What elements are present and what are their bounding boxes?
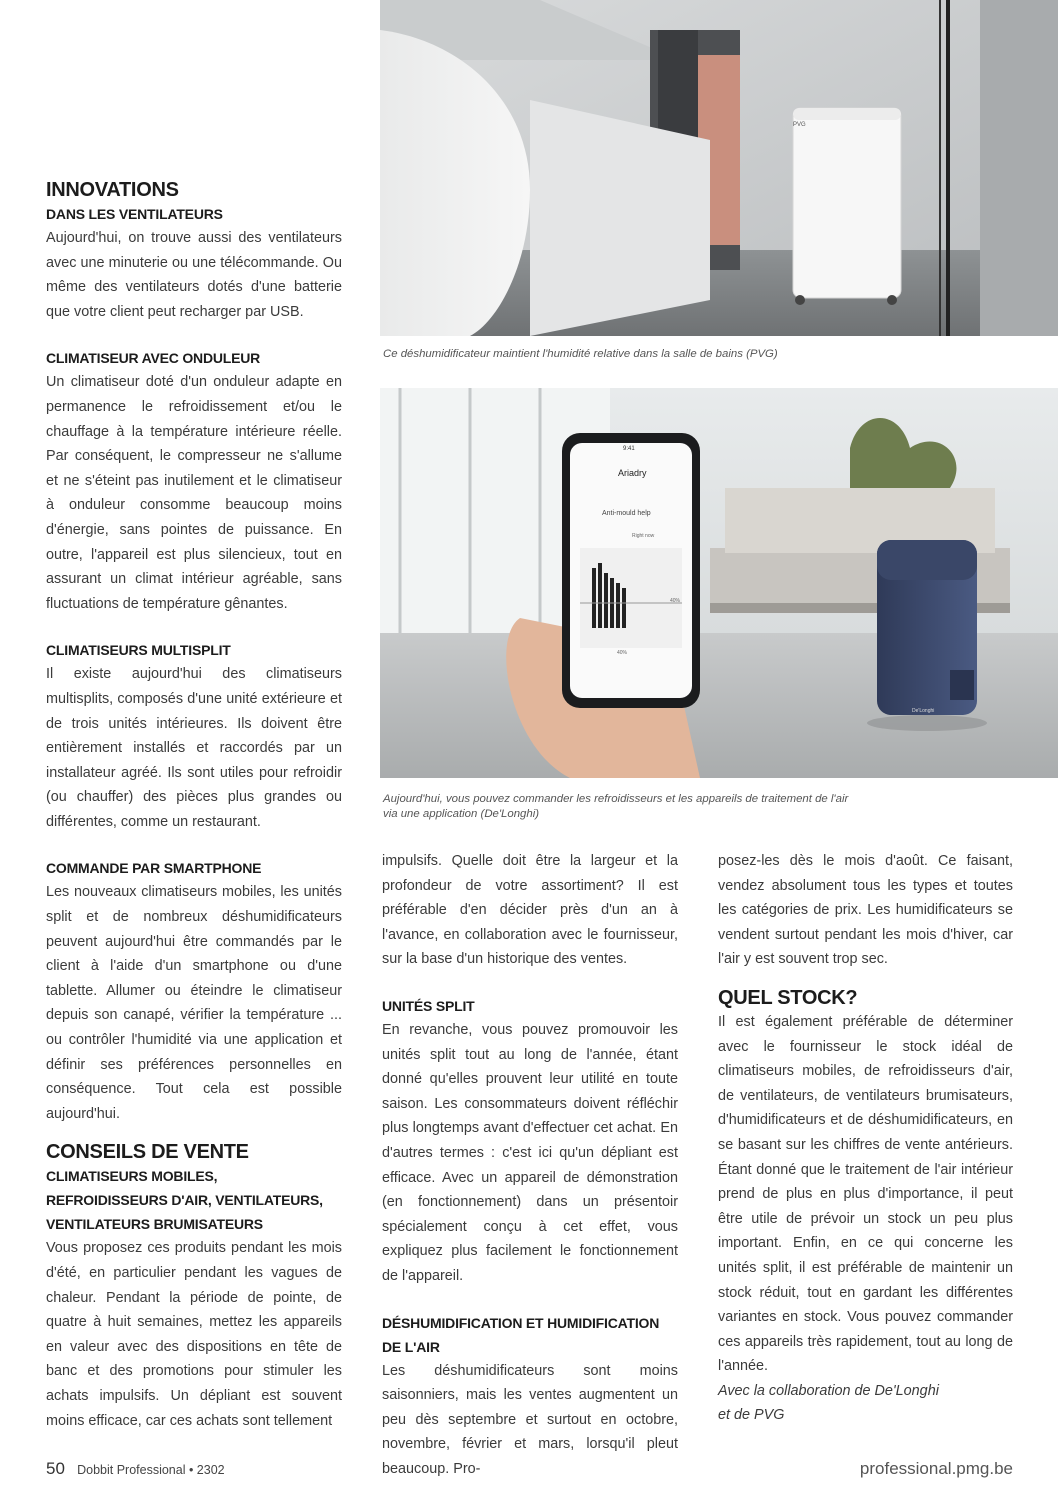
phone-status: 9:41 [623,446,635,452]
split-text: En revanche, vous pouvez promouvoir les unités split tout au long de l'année, étant donné qu'elles prouvent leur utilité en toute saison. Les consommateurs doivent réfléchir plus longtemps avant d'effectuer cet achat. En d'autres termes : c'est ici qu'un dépliant est efficace. Avec un appareil de démonstration (en fonctionnement) dans un présentoir spécialement conçu à cet effet, vous expliquez plus facilement le fonctionnement de l'appareil. [382,1021,678,1284]
phone-pct-1: 40% [670,598,681,604]
multisplit-text: Il existe aujourd'hui des climatiseurs multisplits, composés d'une unité extérieure et de trois unités intérieures. Ils doivent être entièrement installés et raccordés par un installateur agréé. Ils sont utiles pour refroidir (ou chauffer) des pièces plus grandes ou différentes, comme un restaurant. [46,666,342,830]
innovations-title: INNOVATIONS [46,179,179,201]
smartphone-text: Les nouveaux climatiseurs mobiles, les unités split et de nombreux déshumidificateurs peuvent aujourd'hui être commandés par le client à l'aide d'un smartphone ou d'une tablette. Allumer ou éteindre le climatiseur depuis son canapé, vérifier la température ... ou contrôler l'humidité via une application et définir ses préférences personnelles en conséquence. Tout cela est possible aujourd'hui. [46,884,342,1122]
innovations-text: Aujourd'hui, on trouve aussi des ventilateurs avec une minuterie ou une télécommande. Ou même des ventilateurs dotés d'une batterie que votre client peut recharger par USB. [46,230,342,320]
phone-setpoint-label: Right now [632,533,655,539]
magazine-name: Dobbit Professional • 2302 [77,1463,225,1477]
caption-bathroom: Ce déshumidificateur maintient l'humidité relative dans la salle de bains (PVG) [383,348,778,360]
phone-mode-label: Anti-mould help [602,510,651,517]
stock-title: QUEL STOCK? [718,986,858,1009]
bathroom-illustration [380,0,1058,336]
multisplit-title: CLIMATISEURS MULTISPLIT [46,642,231,659]
signature [718,1379,1013,1428]
page-number: 50 [46,1459,65,1478]
conseils-text: Vous proposez ces produits pendant les mois d'été, en particulier pendant les vagues de chaleur. Pendant la période de pointe, de quatre à huit semaines, mettez les appareils en valeur avec des dispositions en tête de banc et des promotions pour stimuler les achats impulsifs. Un dépliant est souvent moins efficace, car ces achats sont tellement [46,1240,342,1429]
bathroom-photo [380,0,1058,336]
conseils-subtitle: CLIMATISEURS MOBILES, REFROIDISSEURS D'AIR, VENTILATEURS, VENTILATEURS BRUMISATEURS [46,1168,323,1233]
dehum-title: DÉSHUMIDIFICATION ET HUMIDIFICATION DE L'AIR [382,1314,660,1355]
dehum-text: Les déshumidificateurs sont moins saisonniers, mais les ventes augmentent un peu dès septembre et surtout en octobre, novembre, février et mars, lorsqu'il pleut beaucoup. Pro- [382,1362,678,1477]
phone-app-title: Ariadry [618,468,647,478]
smartphone-title: COMMANDE PAR SMARTPHONE [46,860,262,877]
right-cont-text: posez-les dès le mois d'août. Ce faisant, vendez absolument tous les types et toutes les catégories de prix. Les humidificateurs se vendent surtout pendant les mois d'hiver, car l'air y est souvent trop sec. [718,853,1013,968]
caption-smartphone-line2: via une application (De'Longhi) [383,808,540,820]
split-title: UNITÉS SPLIT [382,997,475,1014]
dehumidifier-brand-label: PVG [793,122,806,128]
caption-smartphone-line1: Aujourd'hui, vous pouvez commander les refroidisseurs et les appareils de traitement de l'air [383,793,849,805]
signature-line2: et de PVG [718,1407,785,1424]
caption-smartphone [383,792,1023,822]
conseils-title: CONSEILS DE VENTE [46,1141,249,1164]
footer-left [46,1459,225,1479]
website-link[interactable]: professional.pmg.be [859,1459,1013,1478]
stock-text: Il est également préférable de déterminer avec le fournisseur le stock idéal de climatiseurs mobiles, de refroidisseurs d'air, de ventilateurs, de ventilateurs brumisateurs, d'humidificateurs et de déshumidificateurs, en se basant sur les chiffres de vente antérieurs. Étant donné que le traitement de l'air intérieur prend de plus en plus d'importance, il peut être utile de prévoir un stock un peu plus important. Enfin, en ce qui concerne les unités split, il est préférable de maintenir un stock réduit, tout en gardant les différentes variantes en stock. Vous pouvez commander ces appareils très rapidement, tout au long de l'année. [718,1013,1013,1375]
signature-line1: Avec la collaboration de De'Longhi [718,1382,939,1399]
device-brand-label: De'Longhi [912,708,935,714]
livingroom-illustration [380,388,1058,778]
innovations-subtitle: DANS LES VENTILATEURS [46,206,223,222]
middle-column [382,849,678,1481]
phone-pct-2: 40% [617,650,628,656]
onduleur-title: CLIMATISEUR AVEC ONDULEUR [46,350,261,367]
middle-cont-text: impulsifs. Quelle doit être la largeur et la profondeur de votre assortiment? Il est préférable d'en décider près d'un an à l'avance, en collaboration avec le fournisseur, sur la base d'un historique des ventes. [382,853,678,968]
left-column [46,178,342,1433]
onduleur-text: Un climatiseur doté d'un onduleur adapte en permanence le refroidissement et/ou le chauffage à la température intérieure réelle. Par conséquent, le compresseur ne s'allume et ne s'éteint pas inutilement et le climatiseur à onduleur consomme beaucoup moins d'énergie, sans pointes de puissance. En outre, l'appareil est plus silencieux, tout en assurant un climat intérieur agréable, sans fluctuations de température gênantes. [46,374,342,612]
right-column [718,849,1013,1428]
smartphone-photo [380,388,1058,778]
